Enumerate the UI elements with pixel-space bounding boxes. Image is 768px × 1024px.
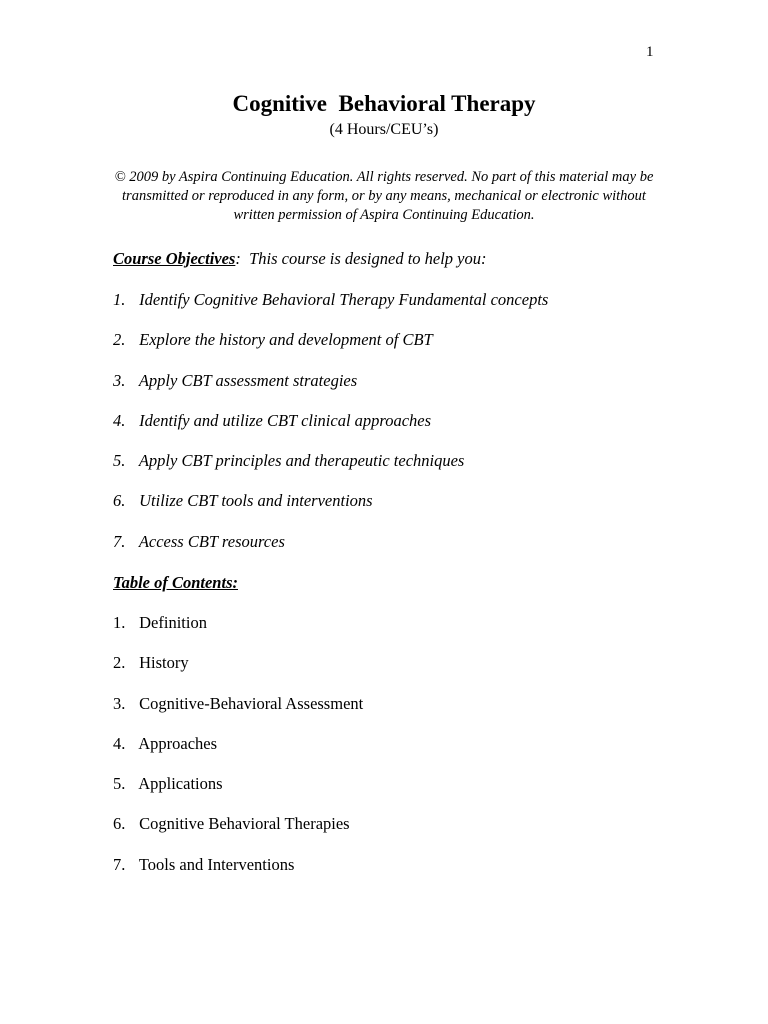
toc-text: Cognitive Behavioral Therapies [139,814,350,834]
objective-text: Utilize CBT tools and interventions [139,491,373,511]
toc-number: 3. [113,693,126,713]
toc-item [113,694,363,734]
table-of-contents-label: Table of Contents: [113,573,238,592]
table-of-contents-list [113,613,363,895]
toc-item [113,814,363,854]
toc-text: Applications [138,774,223,794]
objective-text: Apply CBT assessment strategies [138,370,358,390]
objective-item [113,330,548,370]
course-objectives-intro: This course is designed to help you: [240,249,487,268]
objective-number: 2. [113,330,126,350]
objective-item [113,532,548,572]
objective-text: Identify and utilize CBT clinical approaches [139,410,432,430]
toc-item [113,734,363,774]
toc-number: 6. [113,814,126,834]
copyright-notice: © 2009 by Aspira Continuing Education. All rights reserved. No part of this material may be transmitted or reproduced in any form, or by any means, mechanical or electronic without written permission of Aspira Continuing Education. [114,169,654,223]
toc-number: 1. [113,613,126,632]
objective-number: 6. [113,491,126,511]
objective-number: 1. [113,290,126,309]
objective-number: 3. [113,370,126,390]
toc-item [113,855,363,895]
toc-number: 7. [113,854,126,874]
objective-item [113,411,548,451]
toc-item [113,774,363,814]
objective-item [113,371,548,411]
course-objectives-heading [113,249,487,269]
toc-text: History [139,653,189,673]
toc-text: Approaches [138,733,218,753]
objective-item [113,491,548,531]
objective-text: Apply CBT principles and therapeutic techniques [138,451,465,471]
objective-text: Identify Cognitive Behavioral Therapy Fundamental concepts [139,290,549,309]
course-objectives-label: Course Objectives [113,249,236,268]
toc-item [113,653,363,693]
toc-text: Tools and Interventions [138,854,295,874]
toc-text: Cognitive-Behavioral Assessment [139,693,364,713]
objective-item [113,290,548,330]
objective-number: 5. [113,451,126,471]
objective-text: Access CBT resources [138,531,285,551]
table-of-contents-heading [113,573,238,593]
course-objectives-separator: : [235,249,241,268]
objective-text: Explore the history and development of CBT [139,330,433,350]
document-title: Cognitive Behavioral Therapy [232,91,536,116]
course-objectives-list [113,290,548,572]
toc-item [113,613,363,653]
toc-number: 4. [113,733,126,753]
document-subtitle: (4 Hours/CEU’s) [329,121,439,138]
objective-item [113,451,548,491]
toc-text: Definition [139,613,207,632]
toc-number: 2. [113,653,126,673]
objective-number: 4. [113,410,126,430]
toc-number: 5. [113,774,126,794]
objective-number: 7. [113,531,126,551]
page-number: 1 [646,44,654,60]
